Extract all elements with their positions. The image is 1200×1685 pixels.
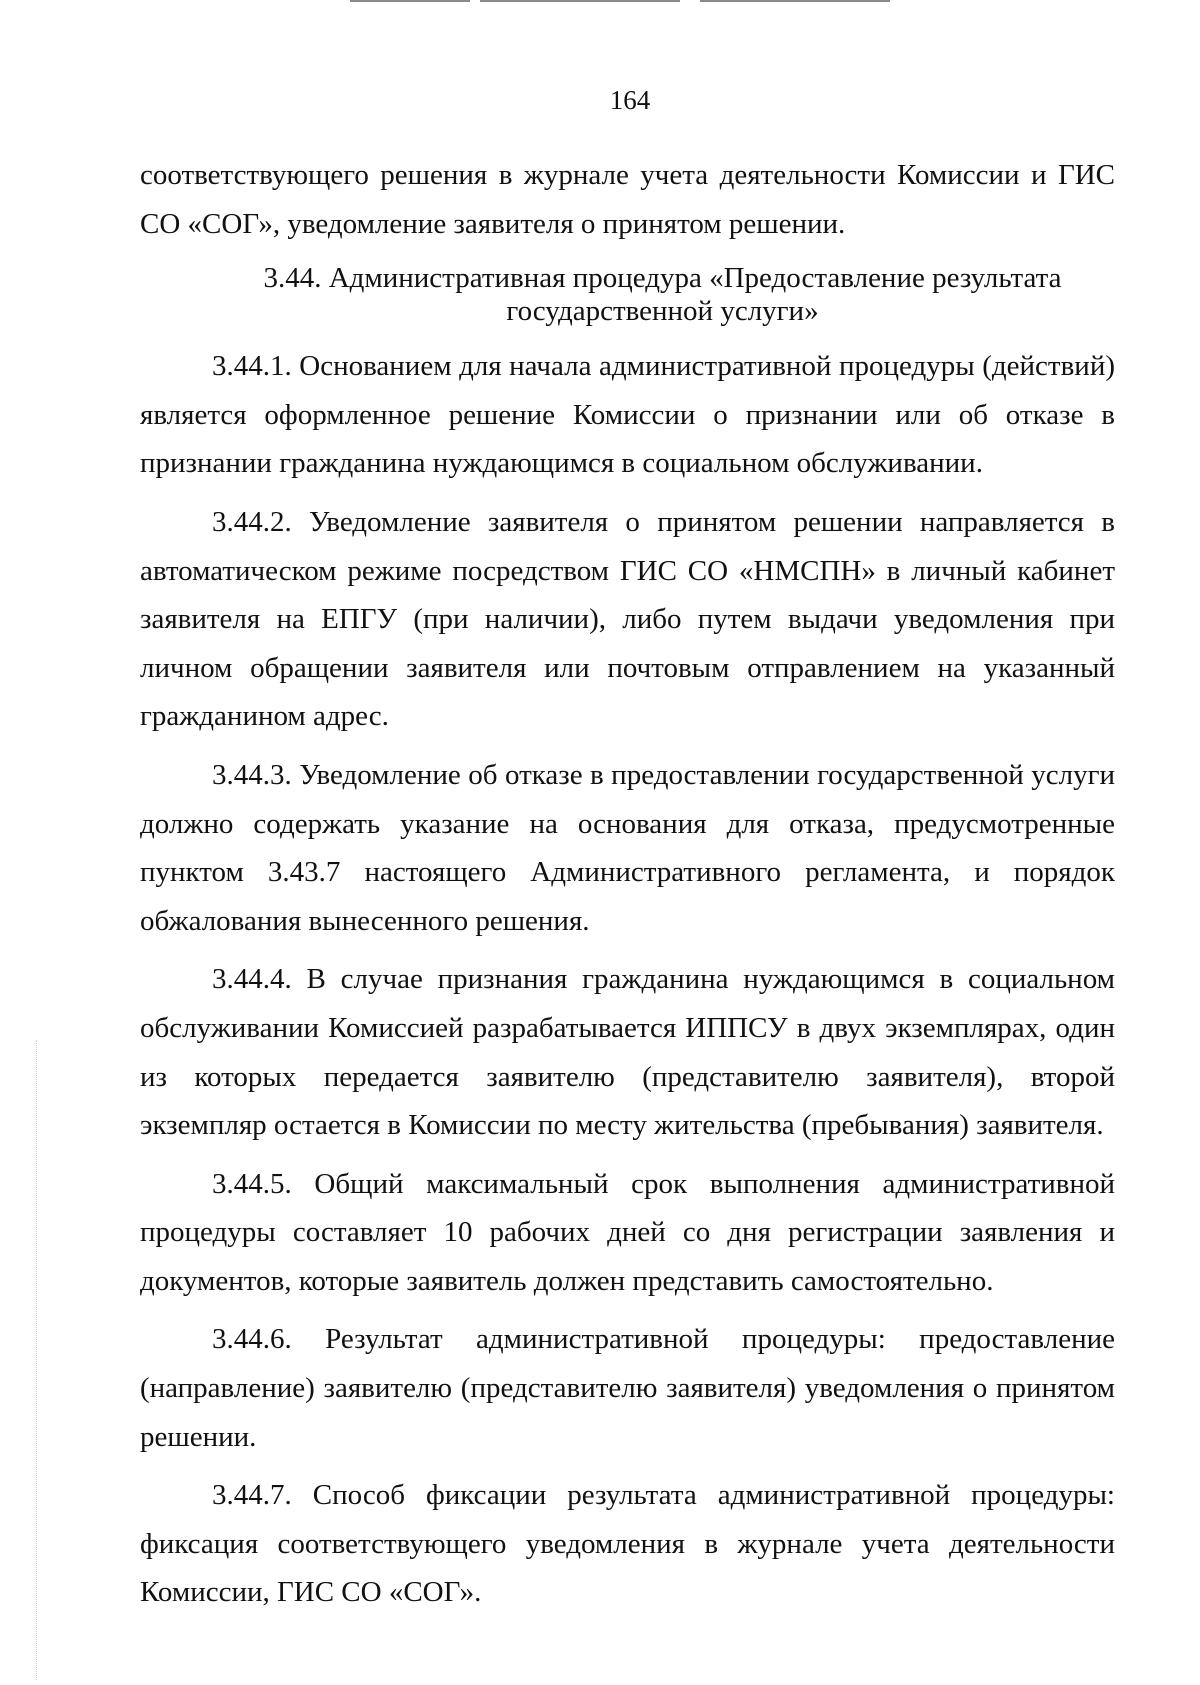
clause-3-44-6: 3.44.6. Результат административной процедуры: предоставление (направление) заявителю (представителю заявителя) уведомления о принятом решении. (140, 1323, 1115, 1453)
clause-3-44-2: 3.44.2. Уведомление заявителя о принятом решении направляется в автоматическом режиме посредством ГИС СО «НМСПН» в личный кабинет заявителя на ЕПГУ (при наличии), либо путем выдачи уведомления при личном обращении заявителя или почтовым отправлением на указанный гражданином адрес. (140, 505, 1115, 733)
section-heading (140, 262, 1115, 328)
section-heading-line-1: 3.44. Административная процедура «Предоставление результата (263, 262, 1062, 295)
scan-left-edge (36, 1040, 38, 1680)
scan-edge-mark-3 (700, 0, 890, 2)
clause-3-44-7: 3.44.7. Способ фиксации результата административной процедуры: фиксация соответствующего уведомления в журнале учета деятельности Комиссии, ГИС СО «СОГ». (140, 1479, 1115, 1609)
paragraph-continuation: соответствующего решения в журнале учета деятельности Комиссии и ГИС СО «СОГ», уведомление заявителя о принятом решении. (140, 159, 1115, 240)
document-body (140, 151, 1115, 1617)
clause-3-44-1: 3.44.1. Основанием для начала административной процедуры (действий) является оформленное решение Комиссии о признании или об отказе в признании гражданина нуждающимся в социальном обслуживании. (140, 350, 1115, 480)
clause-3-44-5: 3.44.5. Общий максимальный срок выполнения административной процедуры составляет 10 рабочих дней со дня регистрации заявления и документов, которые заявитель должен представить самостоятельно. (140, 1167, 1115, 1297)
scan-edge-mark-1 (350, 0, 470, 2)
clause-3-44-4: 3.44.4. В случае признания гражданина нуждающимся в социальном обслуживании Комиссией разрабатывается ИППСУ в двух экземплярах, один из которых передается заявителю (представителю заявителя), второй экземпляр остается в Комиссии по месту жительства (пребывания) заявителя. (140, 963, 1115, 1142)
section-heading-line-2: государственной услуги» (506, 295, 819, 328)
scan-edge-mark-2 (480, 0, 680, 2)
page-number: 164 (609, 85, 651, 115)
clause-3-44-3: 3.44.3. Уведомление об отказе в предоставлении государственной услуги должно содержать указание на основания для отказа, предусмотренные пунктом 3.43.7 настоящего Административного регламента, и порядок обжалования вынесенного решения. (140, 758, 1115, 937)
